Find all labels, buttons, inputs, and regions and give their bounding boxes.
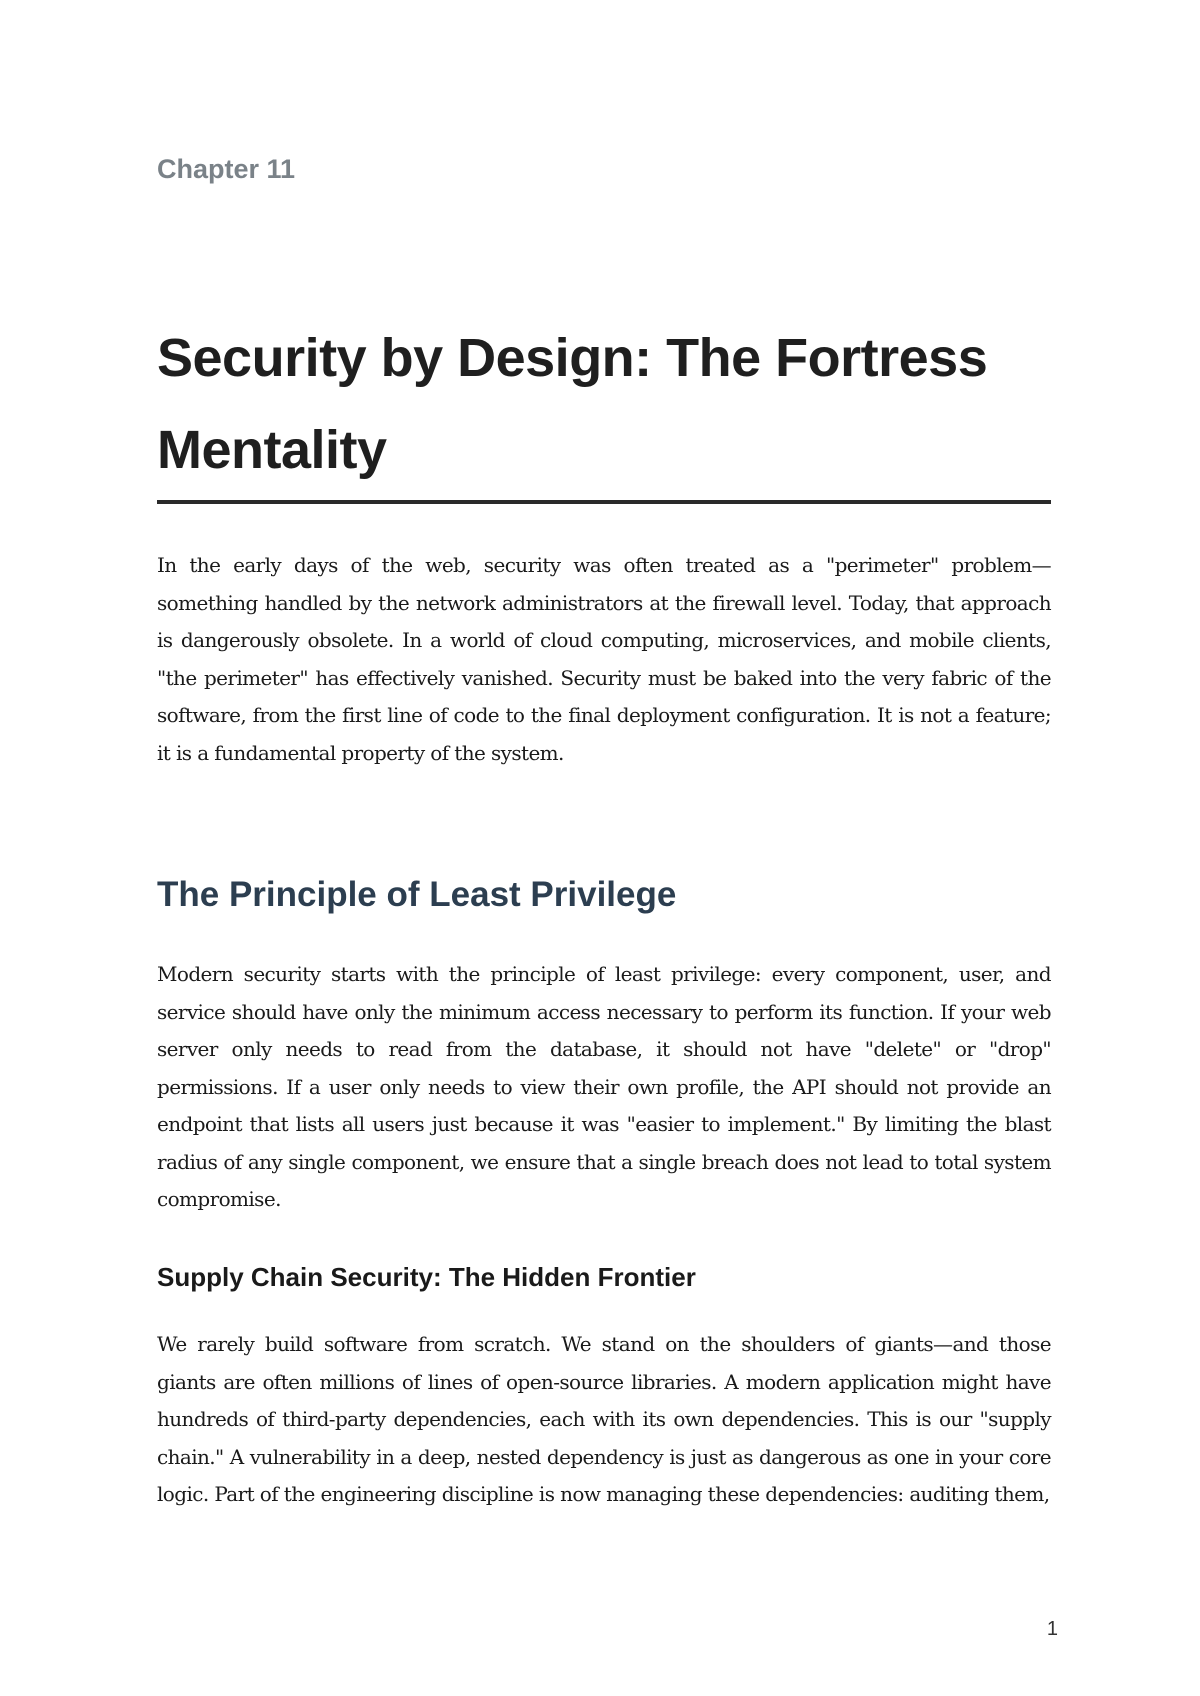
least-privilege-paragraph: Modern security starts with the principle of least privilege: every component, user, and service should have only the minimum access necessary to perform its function. If your web server only needs to read from the database, it should not have "delete" or "drop" permissions. If a user only needs to view their own profile, the API should not provide an endpoint that lists all users just because it was "easier to implement." By limiting the blast radius of any single component, we ensure that a single breach does not lead to total system compromise. — [157, 962, 1051, 1211]
chapter-title: Security by Design: The Fortress Mentality — [157, 328, 988, 480]
intro-paragraph: In the early days of the web, security was often treated as a "perimeter" problem—something handled by the network administrators at the firewall level. Today, that approach is dangerously obsolete. In a world of cloud computing, microservices, and mobile clients, "the perimeter" has effectively vanished. Security must be baked into the very fabric of the software, from the first line of code to the final deployment configuration. It is not a feature; it is a fundamental property of the system. — [157, 553, 1051, 765]
title-divider — [157, 500, 1051, 504]
chapter-label: Chapter 11 — [157, 154, 296, 184]
subsection-heading: Supply Chain Security: The Hidden Frontier — [157, 1262, 696, 1292]
supply-chain-paragraph: We rarely build software from scratch. We stand on the shoulders of giants—and those giants are often millions of lines of open-source libraries. A modern application might have hundreds of third-party dependencies, each with its own dependencies. This is our "supply chain." A vulnerability in a deep, nested dependency is just as dangerous as one in your core logic. Part of the engineering discipline is now managing these dependencies: auditing them, — [157, 1332, 1051, 1506]
section-heading: The Principle of Least Privilege — [157, 875, 677, 914]
page-number: 1 — [1046, 1618, 1058, 1640]
